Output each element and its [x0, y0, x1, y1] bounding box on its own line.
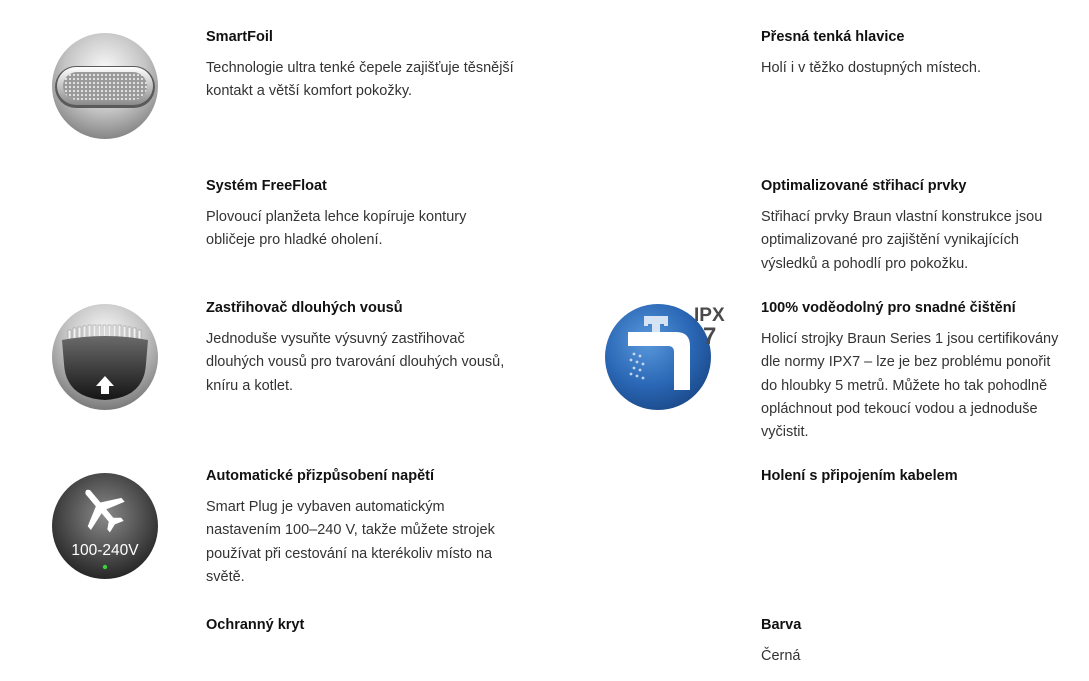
- voltage-badge-text: 100-240V: [71, 542, 139, 559]
- feature-description: Černá: [761, 648, 801, 664]
- trimmer-icon: [52, 304, 158, 410]
- power-led-indicator: [103, 565, 107, 569]
- feature-description: Holí i v těžko dostupných místech.: [761, 60, 982, 76]
- ipx7-faucet-icon: [604, 302, 732, 412]
- feature-description: Plovoucí planžeta lehce kopíruje kontury obličeje pro hladké oholení.: [206, 209, 467, 249]
- feature-title: Ochranný kryt: [206, 617, 305, 633]
- feature-description: Holicí strojky Braun Series 1 jsou certifikovány dle normy IPX7 – lze je bez problému ponořit do hloubky 5 metrů. Můžete ho tak pohodlně opláchnout pod tekoucí vodou a jednoduše vyčistit.: [761, 331, 1059, 441]
- ipx-badge-text: IPX: [694, 305, 725, 326]
- feature-title: Zastřihovač dlouhých vousů: [206, 300, 403, 316]
- feature-title: 100% voděodolný pro snadné čištění: [761, 300, 1016, 316]
- feature-title: Optimalizované střihací prvky: [761, 178, 967, 194]
- shaver-foil-icon: [52, 33, 158, 139]
- feature-description: Technologie ultra tenké čepele zajišťuje těsnější kontakt a větší komfort pokožky.: [206, 60, 514, 100]
- feature-title: SmartFoil: [206, 29, 273, 45]
- feature-title: Holení s připojením kabelem: [761, 468, 958, 484]
- feature-title: Barva: [761, 617, 802, 633]
- feature-description: Jednoduše vysuňte výsuvný zastřihovač dlouhých vousů pro tvarování dlouhých vousů, kníru a kotlet.: [206, 331, 505, 394]
- feature-description: Střihací prvky Braun vlastní konstrukce jsou optimalizované pro zajištění vynikajících výsledků a pohodlí pro pokožku.: [761, 209, 1043, 272]
- ipx-badge-number: 7: [703, 323, 717, 350]
- feature-title: Systém FreeFloat: [206, 178, 327, 194]
- airplane-voltage-icon: [52, 473, 158, 579]
- feature-title: Přesná tenká hlavice: [761, 29, 905, 45]
- feature-title: Automatické přizpůsobení napětí: [206, 468, 434, 484]
- feature-description: Smart Plug je vybaven automatickým nastavením 100–240 V, takže můžete strojek používat při cestování na kterékoliv místo na světě.: [206, 499, 495, 585]
